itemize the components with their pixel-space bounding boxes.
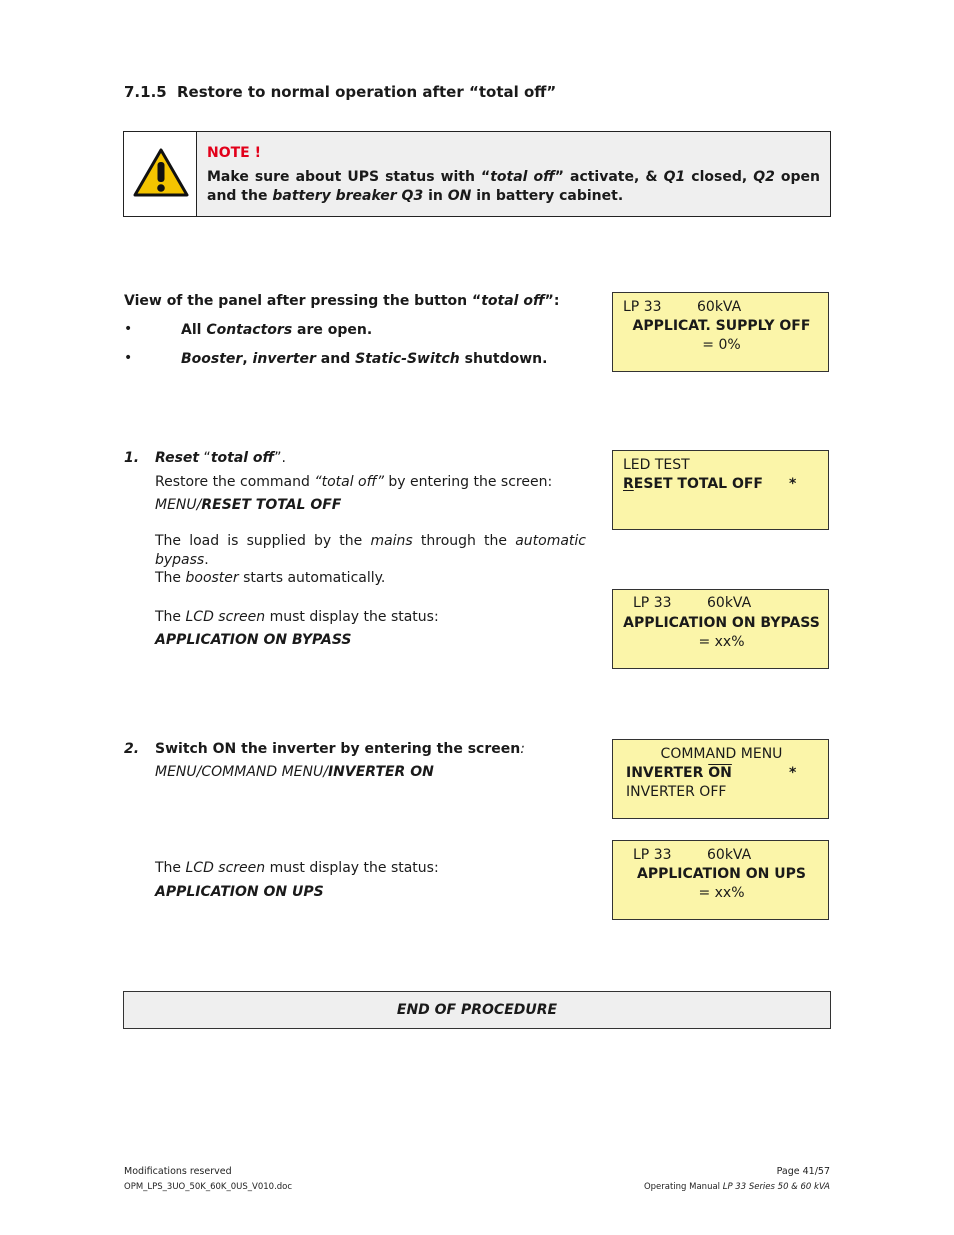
step-2-menu-path bbox=[155, 763, 434, 782]
step-1-total-off: “total off” bbox=[314, 474, 384, 490]
bullet-booster: Booster bbox=[181, 351, 243, 367]
note-q3: battery breaker Q3 bbox=[272, 188, 424, 204]
step-1-text: must display the status: bbox=[265, 609, 439, 625]
lcd-status: APPLICATION ON BYPASS bbox=[623, 615, 820, 631]
note-title: NOTE ! bbox=[207, 145, 261, 161]
lcd-screen-on-bypass bbox=[612, 589, 829, 669]
section-heading bbox=[124, 83, 556, 101]
step-1-title-text: ”. bbox=[274, 450, 286, 466]
step-1-line bbox=[155, 473, 552, 492]
footer-manual-series: LP 33 Series 50 & 60 kVA bbox=[722, 1182, 830, 1192]
footer-manual-text: Operating Manual bbox=[643, 1182, 723, 1192]
lcd-cursor: R bbox=[623, 476, 634, 492]
bullet-2-marker: • bbox=[124, 350, 133, 366]
lcd-selected-mark: * bbox=[789, 765, 797, 781]
step-1-mains: mains bbox=[370, 533, 413, 549]
end-of-procedure-box: END OF PROCEDURE bbox=[123, 991, 831, 1029]
bullet-1 bbox=[181, 321, 372, 340]
step-1-text: . bbox=[204, 551, 209, 568]
step-1-text: through the bbox=[412, 533, 516, 549]
view-intro-text: ”: bbox=[544, 293, 560, 309]
step-1-text: Restore the command bbox=[155, 474, 315, 490]
lcd-line-reset bbox=[623, 475, 763, 494]
note-text-part: open and the bbox=[207, 168, 820, 204]
step-1-number: 1. bbox=[124, 450, 140, 466]
step-1-title-text: “ bbox=[199, 450, 211, 466]
section-number: 7.1.5 bbox=[124, 83, 167, 101]
view-intro bbox=[124, 292, 559, 311]
lcd-status: APPLICATION ON UPS bbox=[637, 866, 806, 882]
lcd-cursor: $\overline{ON}$ bbox=[708, 765, 732, 781]
step-1-text: by entering the screen: bbox=[383, 474, 553, 490]
lcd-load: = 0% bbox=[702, 337, 741, 353]
step-2-lcd-screen: LCD screen bbox=[185, 860, 266, 876]
lcd-screen-reset-total-off bbox=[612, 450, 829, 530]
lcd-line-inverter-on-text: INVERTER bbox=[626, 765, 709, 781]
view-intro-total-off: total off bbox=[481, 293, 545, 309]
note-q1: Q1 bbox=[663, 168, 686, 185]
footer-modifications: Modifications reserved bbox=[124, 1166, 232, 1177]
menu-path-prefix: MENU/COMMAND MENU/ bbox=[155, 764, 328, 780]
step-1-booster-line bbox=[155, 569, 385, 588]
step-1-lcd-line bbox=[155, 608, 439, 627]
menu-path-item: INVERTER ON bbox=[327, 764, 434, 780]
bullet-static-switch: Static-Switch bbox=[355, 351, 460, 367]
lcd-menu-title: COMMAND MENU bbox=[660, 746, 783, 762]
step-1-title-total-off: total off bbox=[210, 450, 275, 466]
note-text-part: ” activate, & bbox=[554, 168, 664, 185]
step-2-text: The bbox=[155, 860, 186, 876]
lcd-status: APPLICAT. SUPPLY OFF bbox=[632, 318, 811, 334]
step-2-title-text: : bbox=[520, 741, 525, 757]
note-text-part: in battery cabinet. bbox=[471, 188, 624, 204]
footer-page-number: Page 41/57 bbox=[776, 1166, 830, 1177]
lcd-line-led-test: LED TEST bbox=[623, 457, 690, 473]
lcd-screen-command-menu bbox=[612, 739, 829, 819]
lcd-power: 60kVA bbox=[697, 299, 742, 315]
step-2-lcd-line bbox=[155, 859, 439, 878]
step-2-title bbox=[155, 740, 525, 759]
step-1-text: starts automatically. bbox=[238, 570, 386, 586]
bullet-text: and bbox=[315, 351, 356, 367]
note-text bbox=[207, 144, 820, 207]
footer-manual-title bbox=[644, 1182, 830, 1192]
lcd-model: LP 33 bbox=[623, 299, 662, 315]
view-intro-text: View of the panel after pressing the button “ bbox=[124, 293, 482, 309]
lcd-line-reset-text: ESET TOTAL OFF bbox=[633, 476, 763, 492]
step-1-booster: booster bbox=[185, 570, 239, 586]
lcd-screen-on-ups bbox=[612, 840, 829, 920]
note-q2: Q2 bbox=[753, 168, 775, 185]
step-2-title-text: Switch ON the inverter by entering the screen bbox=[155, 741, 521, 757]
note-on: ON bbox=[447, 188, 472, 204]
warning-icon-cell bbox=[124, 132, 197, 216]
step-1-status: APPLICATION ON BYPASS bbox=[155, 632, 352, 648]
note-text-part: closed, bbox=[685, 168, 754, 185]
lcd-selected-mark: * bbox=[789, 476, 797, 492]
step-1-paragraph bbox=[155, 532, 586, 569]
step-1-text: The bbox=[155, 609, 186, 625]
bullet-text: shutdown. bbox=[459, 351, 548, 367]
lcd-power: 60kVA bbox=[707, 595, 752, 611]
note-box bbox=[123, 131, 831, 217]
menu-path-prefix: MENU/ bbox=[155, 497, 202, 513]
lcd-model: LP 33 bbox=[633, 847, 672, 863]
bullet-text: are open. bbox=[292, 322, 373, 338]
lcd-model: LP 33 bbox=[633, 595, 672, 611]
step-1-title bbox=[155, 449, 286, 468]
lcd-power: 60kVA bbox=[707, 847, 752, 863]
menu-path-item: RESET TOTAL OFF bbox=[201, 497, 342, 513]
bullet-2 bbox=[181, 350, 547, 369]
step-1-lcd-screen: LCD screen bbox=[185, 609, 266, 625]
bullet-contactors: Contactors bbox=[206, 322, 293, 338]
bullet-1-marker: • bbox=[124, 321, 133, 337]
bullet-inverter: inverter bbox=[252, 351, 316, 367]
note-text-part: Make sure about UPS status with “ bbox=[207, 168, 491, 185]
footer-filename: OPM_LPS_3UO_50K_60K_0US_V010.doc bbox=[124, 1182, 293, 1192]
step-1-menu-path bbox=[155, 496, 341, 515]
lcd-screen-supply-off bbox=[612, 292, 829, 372]
step-1-bypass: automatic bypass bbox=[155, 533, 586, 568]
lcd-load: = xx% bbox=[698, 885, 745, 901]
lcd-load: = xx% bbox=[698, 634, 745, 650]
warning-icon bbox=[132, 147, 190, 199]
step-2-text: must display the status: bbox=[265, 860, 439, 876]
note-total-off: total off bbox=[490, 168, 555, 185]
lcd-line-inverter-on bbox=[626, 764, 732, 783]
step-1-title-text: Reset bbox=[155, 450, 200, 466]
section-title: Restore to normal operation after “total off” bbox=[177, 83, 557, 101]
note-text-part: in bbox=[423, 188, 448, 204]
bullet-text: All bbox=[181, 322, 207, 338]
step-2-number: 2. bbox=[124, 741, 140, 757]
step-1-text: The load is supplied by the bbox=[155, 533, 371, 549]
step-2-status: APPLICATION ON UPS bbox=[155, 884, 324, 900]
step-1-text: The bbox=[155, 570, 186, 586]
lcd-line-inverter-off: INVERTER OFF bbox=[626, 784, 727, 800]
bullet-text: , bbox=[242, 351, 253, 367]
